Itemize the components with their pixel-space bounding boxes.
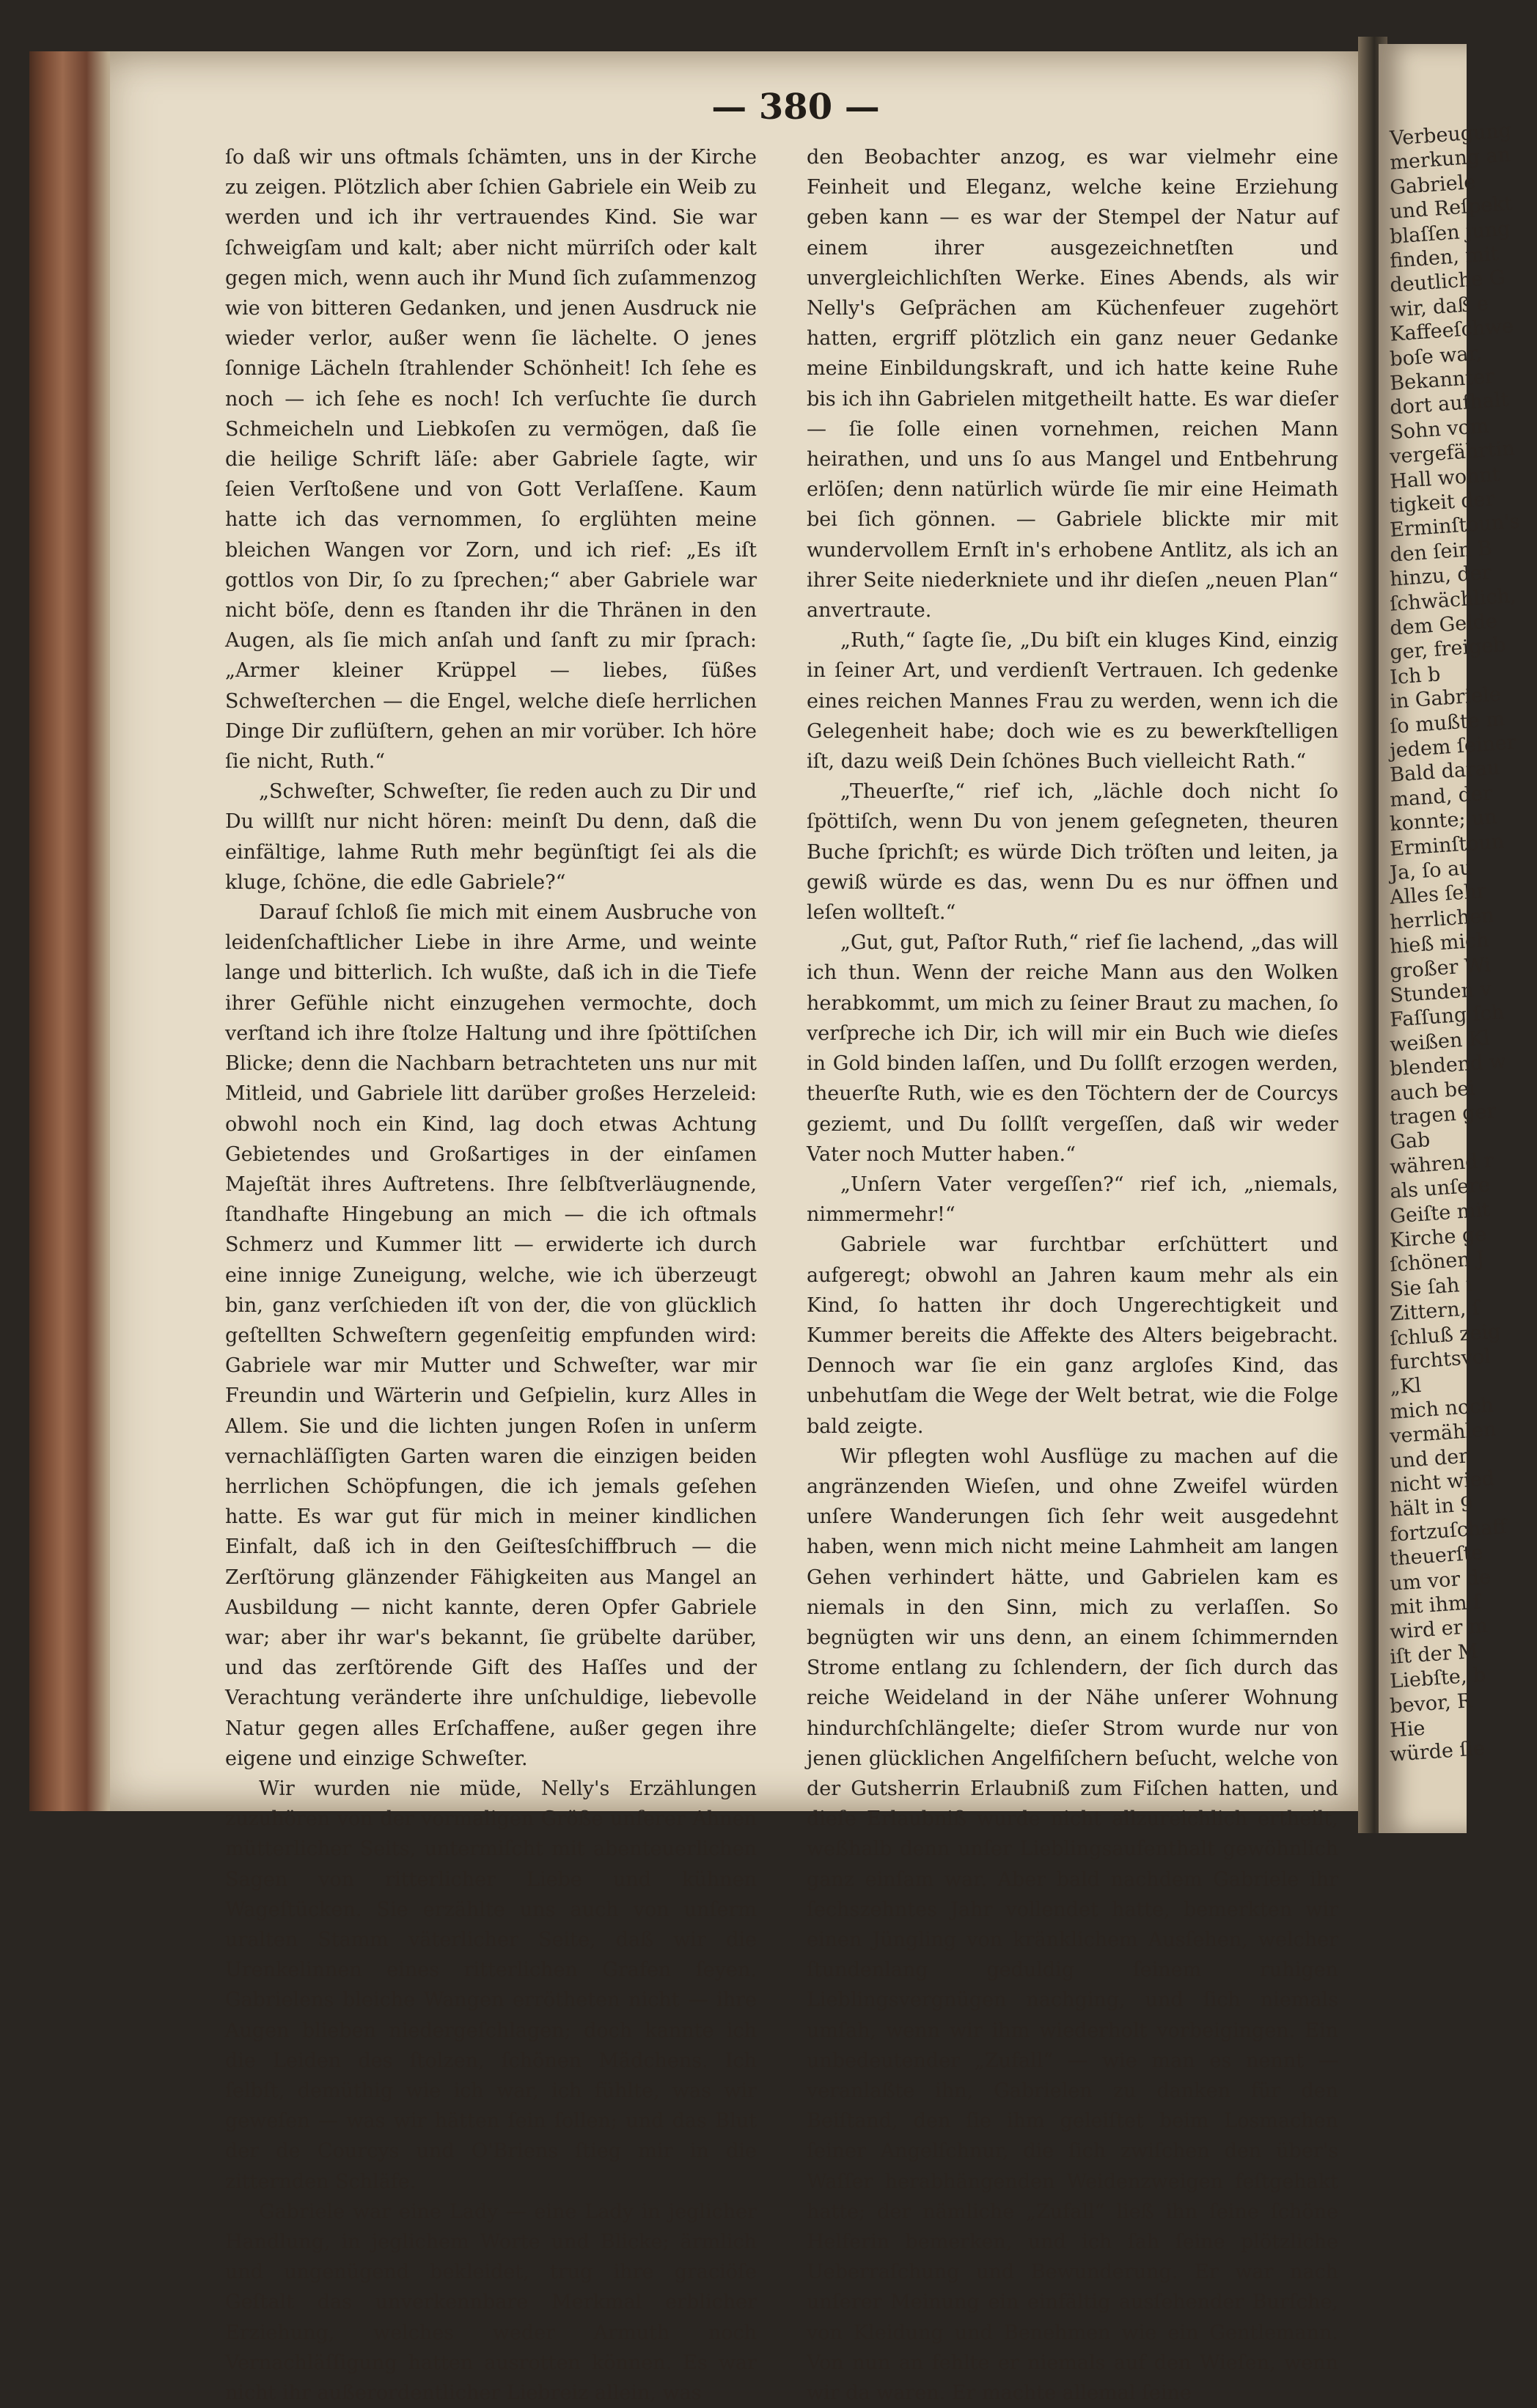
paragraph: Wir wurden nie müde, Nelly's Erzählungen zuzuhören von der vormaligen Größe unſerer Ahnen mütterlicher Seits, untermiſcht mit abenteuerlichen Sagen von ritterlicher Liebe und kühnen Wageſtücken. Sie erzählte uns auch von unſerm uralten Stamm väterlicher Seite, daß wir die Urenkelinnen eines ritterlichen Grafen ſeyen. Gabrielens bleiche Wangen errötheten nicht — ihre Augen blieben niedergeſchlagen; doch kannte ich die Leiden des ſtolzen, ſchönen Mädchens. Ich ſelbſt, demüthig wie ich war, ich fühlte, was wir geweſen — was wir hätten ſein ſollen; und das Blut der de Courcys und O'Briens ſtieg mir in die zitternden Schläfe.	[225, 1777, 757, 2193]
next-page-line: ſchwächlich,	[1389, 584, 1517, 616]
next-page-line: würde ſie	[1389, 1737, 1486, 1767]
next-page-line: nicht wied	[1389, 1467, 1496, 1497]
next-page-line: mand, der	[1389, 782, 1493, 812]
paragraph: „Unſern Vater vergeſſen?“ rief ich, „niemals, nimmermehr!“	[807, 1172, 1338, 1227]
next-page-line: Bekannter	[1389, 365, 1495, 395]
paragraph: „Theuerſte,“ rief ich, „lächle doch nicht ſo ſpöttiſch, wenn Du von jenem geſegneten, theuren Buche ſprichſt; es würde Dich tröſten und leiten, ja gewiß würde es das, wenn Du es nur öffnen und leſen wollteſt.“	[807, 780, 1338, 925]
next-page-line: den ſein B	[1389, 537, 1493, 567]
next-page-line: Ja, ſo au	[1389, 856, 1473, 885]
next-page-line: großer Wi	[1389, 952, 1492, 983]
paragraph: ſo daß wir uns oftmals ſchämten, uns in der Kirche zu zeigen. Plötzlich aber ſchien Gabriele ein Weib zu werden und ich ihr vertrauendes Kind. Sie war ſchweigſam und kalt; aber nicht mürriſch oder kalt gegen mich, wenn auch ihr Mund ſich zuſammenzog wie von bitteren Gedanken, und jenen Ausdruck nie wieder verlor, außer wenn ſie lächelte. O jenes ſonnige Lächeln ſtrahlender Schönheit! Ich ſehe es noch — ich ſehe es noch! Ich verſuchte ſie durch Schmeicheln und Liebkoſen zu vermögen, daß ſie die heilige Schrift läſe: aber Gabriele ſagte, wir ſeien Verſtoßene und von Gott Verlaſſene. Kaum hatte ich das vernommen, ſo erglühten meine bleichen Wangen vor Zorn, und ich rief: „Es iſt gottlos von Dir, ſo zu ſprechen;“ aber Gabriele war nicht böſe, denn es ſtanden ihr die Thränen in den Augen, als ſie mich anſah und ſanft zu mir ſprach: „Armer kleiner Krüppel — liebes, ſüßes Schweſterchen — die Engel, welche dieſe herrlichen Dinge Dir zuflüſtern, gehen an mir vorüber. Ich höre ſie nicht, Ruth.“	[225, 146, 757, 774]
next-page-line: auch bei	[1389, 1076, 1476, 1106]
next-page-line: Kirche ge	[1389, 1222, 1488, 1252]
next-page-line: als unſere	[1389, 1173, 1491, 1204]
next-page-line: finden, mit	[1389, 242, 1500, 273]
next-page-line: und der	[1389, 1445, 1470, 1473]
next-page-line: Ich b	[1389, 662, 1442, 689]
next-page-line: Sie ſah i	[1389, 1272, 1473, 1302]
next-page-line: Gab	[1389, 1128, 1431, 1155]
next-page-line: ſchönen J	[1389, 1247, 1486, 1277]
next-page-line: jedem ſeiner	[1389, 730, 1517, 763]
next-page-line: Liebſte, b	[1389, 1664, 1487, 1694]
next-page-line: mich noch	[1389, 1393, 1494, 1424]
next-page-line: furchtsvol	[1389, 1345, 1492, 1375]
next-page-line: „Kl	[1389, 1374, 1423, 1400]
next-page-line: Bald darau	[1389, 756, 1501, 788]
next-page-line: ger, freigeb	[1389, 634, 1507, 665]
next-page-line: Erminſtoun's	[1389, 510, 1521, 543]
next-page-line: theuerſte	[1389, 1541, 1484, 1571]
text-column-left	[225, 142, 757, 2408]
next-page-line: Verbeugung	[1389, 119, 1512, 150]
next-page-line: mit ihm ſ	[1389, 1590, 1482, 1620]
next-page-line: konnte; un	[1389, 805, 1498, 837]
next-page-line: Stunden v	[1389, 977, 1492, 1007]
next-page-line: blaſſen jung	[1389, 217, 1511, 249]
paragraph: „Gut, gut, Paſtor Ruth,“ rief ſie lachend, „das will ich thun. Wenn der reiche Mann aus den Wolken herabkommt, um mich zu ſeiner Braut zu machen, ſo verſpreche ich Dir, ich will mir ein Buch wie dieſes in Gold binden laſſen, und Du ſollſt erzogen werden, theuerſte Ruth, wie es den Töchtern der de Courcys geziemt, und Du ſollſt vergeſſen, daß wir weder Vater noch Mutter haben.“	[807, 931, 1338, 1166]
paragraph: „Schweſter, Schweſter, ſie reden auch zu Dir und Du willſt nur nicht hören: meinſt Du denn, daß die einfältige, lahme Ruth mehr begünſtigt ſei als die kluge, ſchöne, die edle Gabriele?“	[225, 780, 757, 894]
page-right-partial	[1379, 44, 1521, 1833]
text-column-right	[807, 142, 1338, 2408]
next-page-line: herrlichen	[1389, 903, 1495, 934]
next-page-line: während r	[1389, 1148, 1494, 1179]
paragraph: Gabriele war furchtbar erſchüttert und aufgeregt; obwohl an Jahren kaum mehr als ein Kind, ſo hatten ihr doch Ungerechtigkeit und Kummer bereits die Affekte des Alters beigebracht. Dennoch war ſie ein ganz argloſes Kind, das unbehutſam die Wege der Welt betrat, wie die Folge bald zeigte.	[807, 1233, 1338, 1438]
next-page-line: hält in 9	[1389, 1493, 1474, 1522]
paragraph: Darauf ſchloß ſie mich mit einem Ausbruche von leidenſchaftlicher Liebe in ihre Arme, und weinte lange und bitterlich. Ich wußte, daß ich in die Tiefe ihrer Gefühle nicht einzugehen vermochte, doch verſtand ich ihre ſtolze Haltung und ihre ſpöttiſchen Blicke; denn die Nachbarn betrachteten uns nur mit Mitleid, und Gabriele litt darüber großes Herzeleid: obwohl noch ein Kind, lag doch etwas Achtung Gebietendes und Großartiges in der einſamen Majeſtät ihres Auftretens. Ihre ſelbſtverläugnende, ſtandhafte Hingebung an mich — die ich oftmals Schmerz und Kummer litt — erwiderte ich durch eine innige Zuneigung, welche, wie ich überzeugt bin, ganz verſchieden iſt von der, die von glücklich geſtellten Schweſtern gegenſeitig empfunden wird: Gabriele war mir Mutter und Schweſter, war mir Freundin und Wärterin und Geſpielin, kurz Alles in Allem. Sie und die lichten jungen Roſen in unſerm vernachläſſigten Garten waren die einzigen beiden herrlichen Schöpfungen, die ich jemals geſehen hatte. Es war gut für mich in meiner kindlichen Einfalt, daß ich in den Geiſtesſchiffbruch — die Zerſtörung glänzender Fähigkeiten aus Mangel an Ausbildung — nicht kannte, deren Opfer Gabriele war; aber ihr war's bekannt, ſie grübelte darüber, und das zerſtörende Gift des Haſſes und der Verachtung veränderte ihre unſchuldige, liebevolle Natur gegen alles Erſchaffene, außer gegen ihre eigene und einzige Schweſter.	[225, 901, 757, 1770]
next-page-line: Zittern, ſ	[1389, 1296, 1481, 1326]
next-page-line: Hall wohnt	[1389, 463, 1501, 493]
next-page-line: in Gabriele	[1389, 683, 1502, 714]
next-page-line: Hie	[1389, 1717, 1426, 1742]
next-page-line: ſchluß zeig	[1389, 1320, 1502, 1351]
next-page-line: fortzuſchaff	[1389, 1515, 1508, 1546]
paragraph: den Beobachter anzog, es war vielmehr eine Feinheit und Eleganz, welche keine Erziehung geben kann — es war der Stempel der Natur auf einem ihrer ausgezeichnetſten und unvergleichlichſten Werke. Eines Abends, als wir Nelly's Geſprächen am Küchenfeuer zugehört hatten, ergriff plötzlich ein ganz neuer Gedanke meine Einbildungskraft, und ich hatte keine Ruhe bis ich ihn Gabrielen mitgetheilt hatte. Es war dieſer — ſie ſolle einen vornehmen, reichen Mann heirathen, und uns ſo aus Mangel und Entbehrung erlöſen; denn natürlich würde ſie mir eine Heimath bei ſich gönnen. — Gabriele blickte mir mit wundervollem Ernſt in's erhobene Antlitz, als ich an ihrer Seite niederkniete und ihr dieſen „neuen Plan“ anvertraute.	[807, 146, 1338, 623]
next-page-line: wir, daß e	[1389, 292, 1489, 322]
page-number: — 380 —	[711, 87, 880, 128]
next-page-line: bevor, R	[1389, 1689, 1473, 1718]
next-page-line: wird er m	[1389, 1615, 1489, 1645]
next-page-line: Gabriele	[1389, 170, 1477, 199]
next-page-line: dem Gelde	[1389, 609, 1498, 640]
next-page-line: Alles ſehr	[1389, 880, 1487, 910]
next-page-line: dort aufhalt	[1389, 389, 1510, 420]
next-page-line: Kaffeeſchwe	[1389, 315, 1515, 347]
next-page-line: boſe war,	[1389, 341, 1483, 371]
next-page-line: Faſſung ſch	[1389, 1001, 1505, 1032]
next-page-line: blendend w	[1389, 1050, 1507, 1082]
next-page-line: hinzu, der	[1389, 561, 1492, 592]
next-page-line: deutliche G	[1389, 266, 1506, 298]
next-page-line: weißen Kl	[1389, 1027, 1491, 1057]
paragraph: Wir pflegten wohl Ausflüge zu machen auf die angränzenden Wieſen, und ohne Zweifel würden unſere Wanderungen ſich ſehr weit ausgedehnt haben, wenn mich nicht meine Lahmheit am langen Gehen verhindert hätte, und Gabrielen kam es niemals in den Sinn, mich zu verlaſſen. So begnügten wir uns denn, an einem ſchimmernden Strome entlang zu ſchlendern, der ſich durch das reiche Weideland in der Nähe unſerer Wohnung hindurchſchlängelte; dieſer Strom wurde nur von jenen glücklichen Angelfiſchern beſucht, welche von der Gutsherrin Erlaubniß zum Fiſchen hatten, und dieſe Erlaubniß wurde nicht allzureichlich ertheilt, weßhalb denn unſer Lieblingsaufenthalt gewöhnlich ganz einſam war. Aber bald nachdem Gabriele ihr ſechszehntes Jahr vollendet hatte, bemerkten wir einen Jüngling von kränklichem Ausſehen, welcher ſtundenlang geduldig ſeinem ruhigen Lieblingsvergnügen nachging, und ſich niemals umſah, wenn wir ihm wiederholt vorbeigingen. Ein unbedeutender „Zufall“ — wie man es nennt — veranlaßte ihn, Gabrielen zu danken für den Beiſtand, den ſie ihm geleiſtet beim Losmachen ſeiner Angelſchnur, die ſich zwiſchen den über's Waſſer herabhängenden Weidenzweigen feſtgehakt hatte; der nämliche „Zufall“ ließ ihn ſeine ſchöne Helferin bemerken, und ich ſah ſeine plötzliche Ueberraſchung und Bewunderung. Er war nach unſerer Meinung ein einfältig ausſehender Burſche, von Kleidung und Benehmen wie ein Gentlemann. Von nun an fehlte er niemals auf den Wieſen, wenn wir da waren. Er machte allemal ſeine	[807, 1445, 1338, 2405]
next-page-line: hieß mich	[1389, 928, 1490, 959]
next-page-line: merkung an	[1389, 143, 1512, 175]
next-page-line: tragen ger	[1389, 1099, 1497, 1130]
next-page-line: tigkeit der	[1389, 487, 1496, 518]
next-page-line: vergefährtin	[1389, 437, 1516, 469]
next-page-line: Geiſte mit	[1389, 1198, 1491, 1228]
next-page-line: um vor de	[1389, 1565, 1492, 1596]
next-page-line: vermählen	[1389, 1418, 1497, 1449]
next-page-line: Erminſtoun	[1389, 829, 1505, 861]
paragraph: „Ruth,“ ſagte ſie, „Du biſt ein kluges Kind, einzig in ſeiner Art, und verdienſt Vertrauen. Ich gedenke eines reichen Mannes Frau zu werden, wenn ich die Gelegenheit habe; doch wie es zu bewerkſtelligen iſt, dazu weiß Dein ſchönes Buch vielleicht Rath.“	[807, 629, 1338, 774]
next-page-line: iſt der M	[1389, 1640, 1479, 1669]
next-page-line: ſo mußte m	[1389, 707, 1505, 738]
next-page-line: und Reſpekt	[1389, 192, 1514, 224]
paragraph: Gabriele war eine Lady — eine Lady in jeglicher Handlung, in jeglichem Worte und Blicke; ärmlich und ungenügend bekleidet, trug ihre graciöſe Geſtalt das unverkennbare Merkmal erblicher Erziehung, welches weder Armuth noch Vernachläſſigung hatten ausrotten können. Es war nicht ihr außerordentlicher Liebreiz allein, was	[225, 2200, 757, 2405]
next-page-line: Sohn vom	[1389, 414, 1490, 444]
